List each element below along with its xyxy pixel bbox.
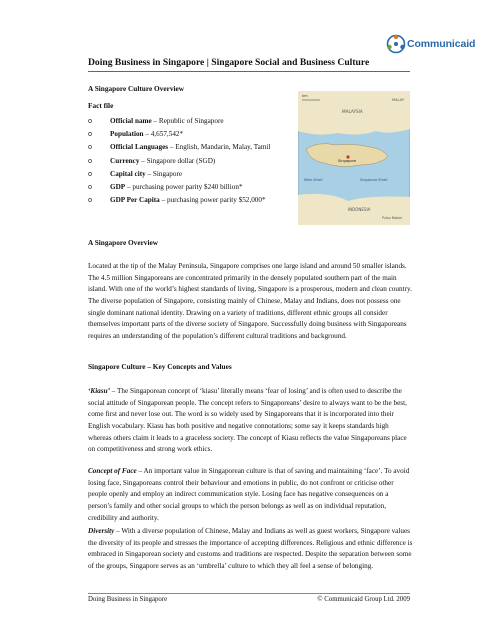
face-paragraph: Concept of Face – An important value in Singaporean culture is that of saving and maintaining ‘face’. To avoid losing face, Singaporeans control their behaviour and emotions in public, do not confront or criticise other people openly and employ an indirect communication style. Losing face has negative consequences on a person’s family and other social groups to which the person belongs as well as on individual reputation, credibility and authority.: [88, 467, 410, 522]
diversity-paragraph: Diversity – With a diverse population of Chinese, Malay and Indians as well as guest workers, Singapore values the diversity of its people and stresses the importance of accepting differences. Religious and ethnic difference is embraced in Singaporean society and customs and traditions are respected. Despite the separation between some of the groups, Singapore serves as an ‘umbrella’ culture to which they all feel a sense of belonging.: [88, 527, 413, 570]
bullet-icon: o: [88, 196, 93, 205]
fact-item: o Official name – Republic of Singapore: [88, 115, 270, 128]
bullet-icon: o: [88, 156, 93, 165]
singapore-overview-heading: A Singapore Overview: [88, 238, 158, 247]
fact-list: [88, 115, 270, 207]
fact-item: o GDP – purchasing power parity $240 billion*: [88, 181, 270, 194]
map-label-indonesia: INDONESIA: [348, 207, 371, 212]
map-label-malay: MALAY: [392, 98, 405, 102]
fact-item: o Official Languages – English, Mandarin, Malay, Tamil: [88, 141, 270, 154]
fact-item: o Population – 4,657,542*: [88, 128, 270, 141]
overview-heading: A Singapore Culture Overview: [88, 84, 185, 93]
logo-text: Communicaid: [407, 38, 476, 50]
bullet-icon: o: [88, 169, 93, 178]
footer-rule: [88, 593, 410, 594]
page-title: Doing Business in Singapore | Singapore Social and Business Culture: [88, 57, 370, 68]
map-label-singapore-strait: Singapore Strait: [360, 178, 388, 182]
map-label-city: Singapore: [338, 159, 357, 163]
fact-item: o GDP Per Capita – purchasing power parity $52,000*: [88, 194, 270, 207]
map-label-main-strait: Main Strait: [304, 178, 323, 182]
overview-paragraph: Located at the tip of the Malay Peninsula, Singapore comprises one large island and around 50 smaller islands. The 4.5 million Singaporeans are concentrated primarily in the densely populated southern part of the main island. With one of the world’s highest standards of living, Singapore is a prosperous, modern and clean country. The diverse population of Singapore, consisting mainly of Chinese, Malay and Indians, does not possess one single dominant national identity. Drawing on a variety of traditions, different ethnic groups all consider themselves important parts of the diverse society of Singapore. Successfully doing business with Singaporeans requires an understanding of the population’s different cultural traditions and background.: [88, 262, 412, 340]
kiasu-lead: ‘Kiasu’: [88, 387, 110, 395]
communicaid-logo: [385, 34, 476, 54]
bullet-icon: o: [88, 183, 93, 192]
logo-mark-icon: [385, 34, 407, 54]
singapore-map: [298, 91, 410, 225]
culture-heading: Singapore Culture – Key Concepts and Values: [88, 362, 232, 371]
title-rule: [88, 71, 410, 72]
map-label-malaysia: MALAYSIA: [342, 109, 363, 114]
footer-right: © Communicaid Group Ltd. 2009: [317, 596, 410, 603]
map-scale-label: km: [302, 94, 308, 98]
bullet-icon: o: [88, 143, 93, 152]
face-lead: Concept of Face: [88, 467, 137, 475]
fact-item: o Currency – Singapore dollar (SGD): [88, 155, 270, 168]
fact-file-heading: Fact file: [88, 101, 114, 110]
kiasu-paragraph: ‘Kiasu’ – The Singaporean concept of ‘kiasu’ literally means ‘fear of losing’ and is often used to describe the social attitude of Singaporean people. The concept refers to Singaporeans’ desire to always want to be the best, come first and never lose out. The word is so widely used by Singaporeans that it is incorporated into their English vocabulary. Kiasu has both positive and negative connotations; some say it keeps standards high whereas others claim it leads to a graceless society. The concept of Kiasu reflects the value Singaporeans place on competitiveness and strong work ethics.: [88, 387, 407, 454]
diversity-lead: Diversity: [88, 527, 115, 535]
footer-left: Doing Business in Singapore: [88, 596, 168, 603]
map-label-pulau: Pulau Batam: [382, 216, 403, 220]
bullet-icon: o: [88, 117, 93, 125]
fact-item: o Capital city – Singapore: [88, 168, 270, 181]
bullet-icon: o: [88, 130, 93, 139]
